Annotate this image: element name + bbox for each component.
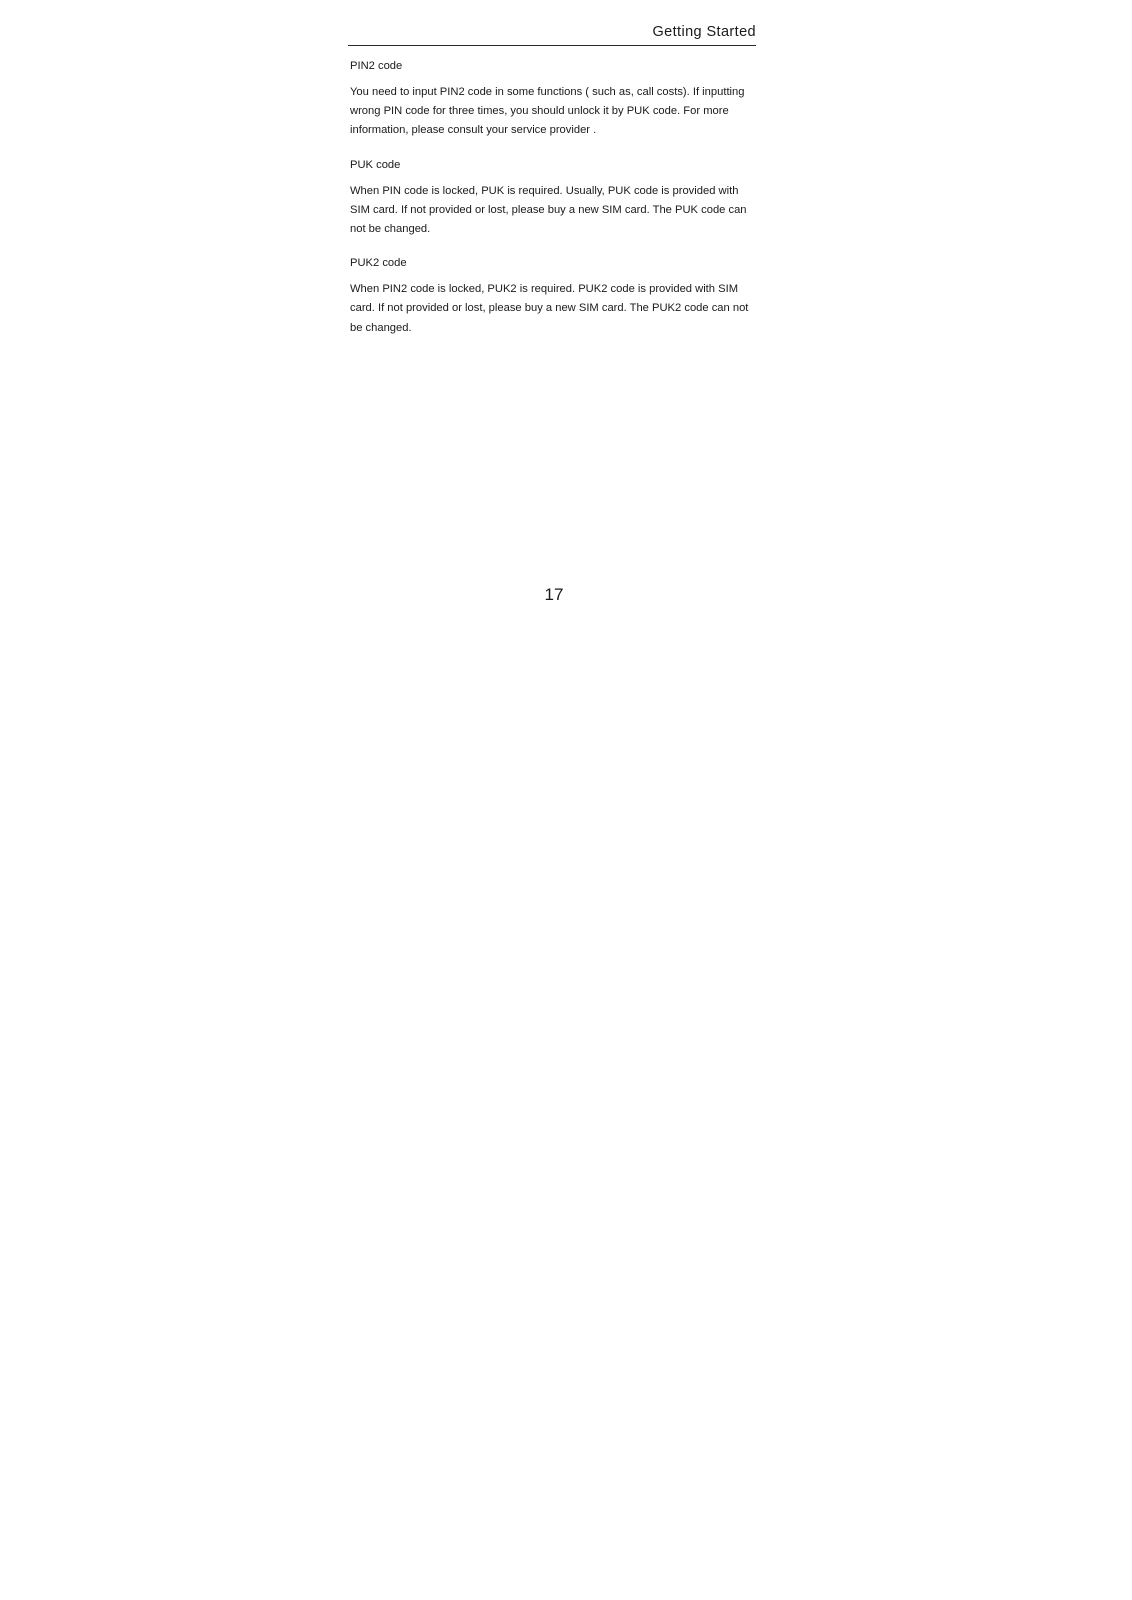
section-paragraph-pin2: You need to input PIN2 code in some functions ( such as, call costs). If inputting wrong PIN code for three times, you should unlock it by PUK code. For more information, please consult your service provider . xyxy=(350,86,745,137)
section-puk xyxy=(350,157,760,240)
running-header-text: Getting Started xyxy=(652,24,756,40)
section-paragraph-puk2: When PIN2 code is locked, PUK2 is required. PUK2 code is provided with SIM card. If not provided or lost, please buy a new SIM card. The PUK2 code can not be changed. xyxy=(350,283,749,334)
section-puk2 xyxy=(350,255,760,338)
section-heading-pin2: PIN2 code xyxy=(350,60,403,72)
section-pin2 xyxy=(350,58,760,141)
section-paragraph-puk: When PIN code is locked, PUK is required. Usually, PUK code is provided with SIM card. If not provided or lost, please buy a new SIM card. The PUK code can not be changed. xyxy=(350,184,747,236)
section-heading-puk2: PUK2 code xyxy=(350,257,407,270)
section-heading-puk: PUK code xyxy=(350,158,401,171)
page-body xyxy=(350,58,760,338)
page-number: 17 xyxy=(544,585,564,604)
running-header xyxy=(348,24,756,46)
